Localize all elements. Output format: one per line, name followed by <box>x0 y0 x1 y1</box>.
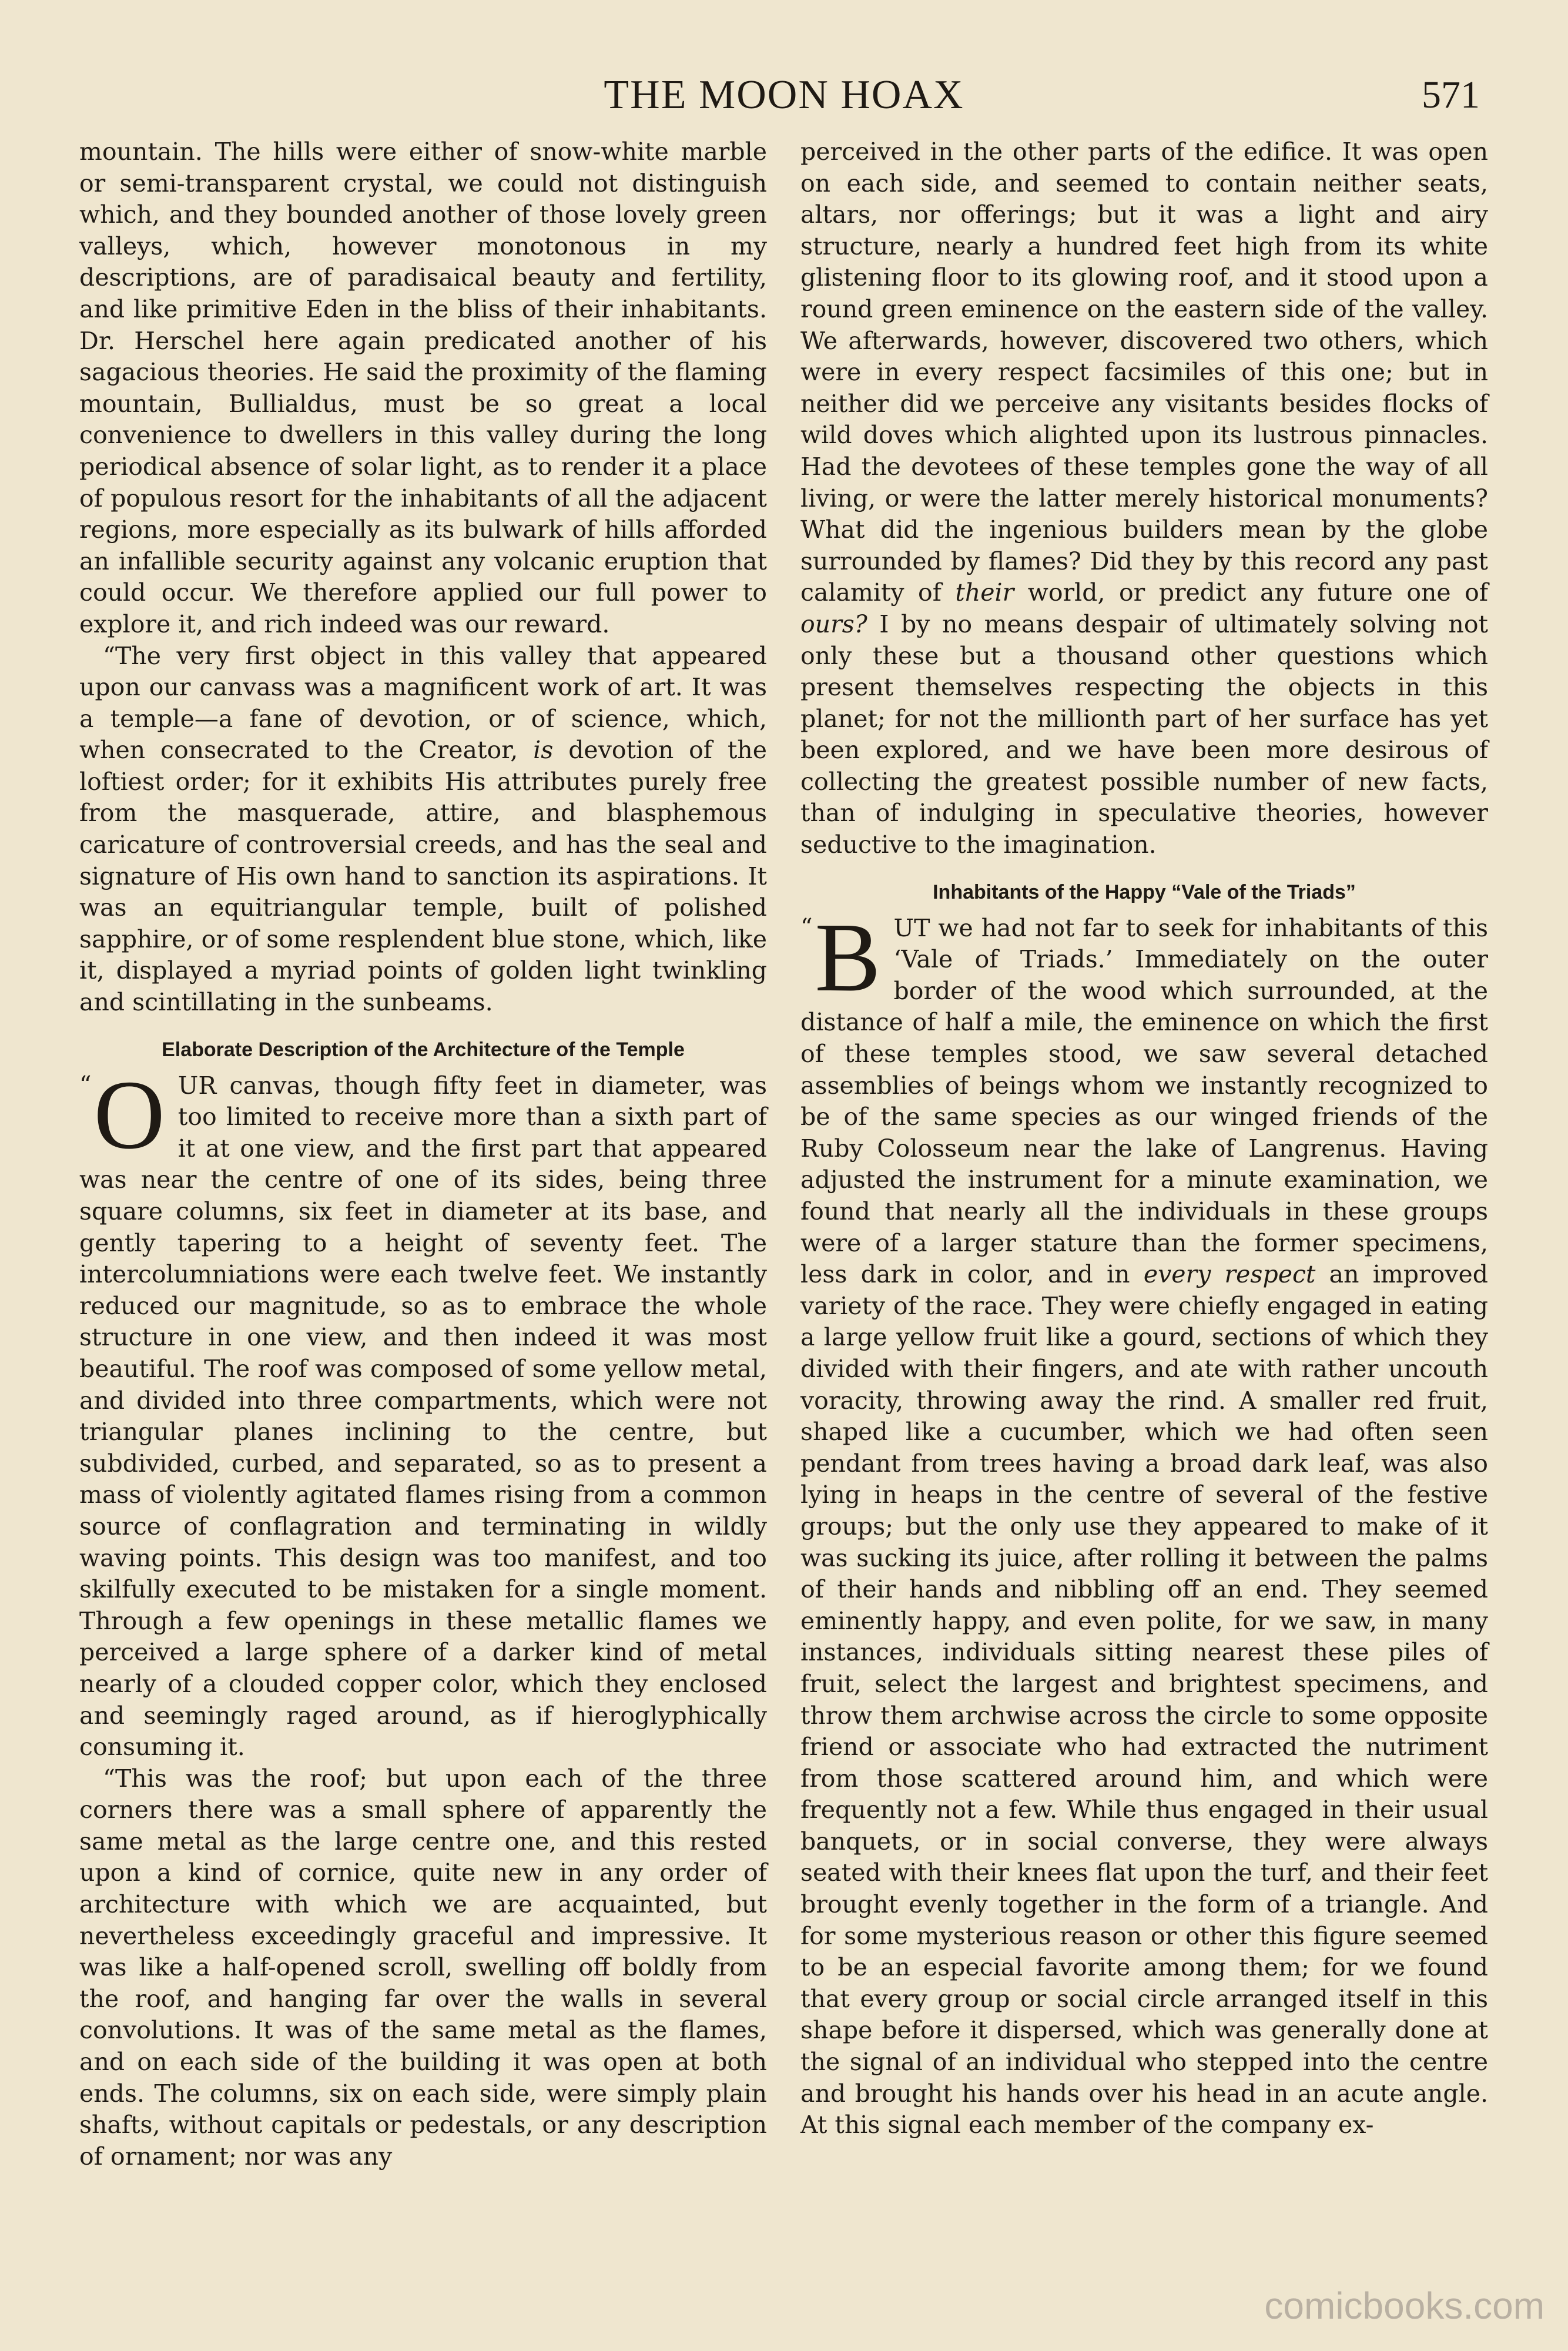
running-title: THE MOON HOAX <box>604 72 964 118</box>
paragraph: “The very first object in this valley that appeared upon our canvass was a magnificent work of art. It was a temple—a fane of devotion, or of science, which, when consecrated to the Creator, is devotion of the loftiest order; for it exhibits His attributes purely free from the masquerade, attire, and blasphemous caricature of controversial creeds, and has the seal and signature of His own hand to sanction its aspirations. It was an equitriangular temple, built of polished sapphire, or of some resplendent blue stone, which, like it, displayed a myriad points of golden light twinkling and scintillating in the sunbeams. <box>79 641 767 1017</box>
page-number: 571 <box>1422 73 1480 116</box>
watermark: comicbooks.com <box>1264 2285 1544 2327</box>
paragraph: “This was the roof; but upon each of the three corners there was a small sphere of apparently the same metal as the large centre one, and this rested upon a kind of cornice, quite new in any order of architecture with which we are acquainted, but nevertheless exceedingly graceful and impressive. It was like a half-opened scroll, swelling off boldly from the roof, and hanging far over the walls in several convolutions. It was of the same metal as the flames, and on each side of the building it was open at both ends. The columns, six on each side, were simply plain shafts, without capitals or pedestals, or any description of ornament; nor was any <box>79 1764 767 2171</box>
section-heading: Elaborate Description of the Architecture of the Temple <box>162 1038 685 1061</box>
drop-cap: O <box>93 1060 165 1170</box>
paragraph: mountain. The hills were either of snow-white marble or semi-transparent crystal, we could not distinguish which, and they bounded another of those lovely green valleys, which, however monotonous in my descriptions, are of paradisaical beauty and fertility, and like primitive Eden in the bliss of their inhabitants. Dr. Herschel here again predicated another of his sagacious theories. He said the proximity of the flaming mountain, Bullialdus, must be so great a local convenience to dwellers in this valley during the long periodical absence of solar light, as to render it a place of populous resort for the inhabitants of all the adjacent regions, more especially as its bulwark of hills afforded an infallible security against any volcanic eruption that could occur. We therefore applied our full power to explore it, and rich indeed was our reward. <box>79 138 767 638</box>
section-heading: Inhabitants of the Happy “Vale of the Triads” <box>933 880 1356 903</box>
paragraph: “ B UT we had not far to seek for inhabitants of this ‘Vale of Triads.’ Immediately on the outer border of the wood which surrounded, at the distance of half a mile, the eminence on which the first of these temples stood, we saw several detached assemblies of beings whom we instantly recognized to be of the same species as our winged friends of the Ruby Colosseum near the lake of Langrenus. Having adjusted the instrument for a minute examination, we found that nearly all the individuals in these groups were of a larger stature than the former specimens, less dark in color, and in every respect an improved variety of the race. They were chiefly engaged in eating a large yellow fruit like a gourd, sections of which they divided with their fingers, and ate with rather uncouth voracity, throwing away the rind. A smaller red fruit, shaped like a cucumber, which we had often seen pendant from trees having a broad dark leaf, was also lying in heaps in the centre of several of the festive groups; but the only use they appeared to make of it was sucking its juice, after rolling it between the palms of their hands and nibbling off an end. They seemed eminently happy, and even polite, for we saw, in many instances, individuals sitting nearest these piles of fruit, select the largest and brightest specimens, and throw them archwise across the circle to some opposite friend or associate who had extracted the nutriment from those scattered around him, and which were frequently not a few. While thus engaged in their usual banquets, or in social converse, they were always seated with their knees flat upon the turf, and their feet brought evenly together in the form of a triangle. And for some mysterious reason or other this figure seemed to be an especial favorite among them; for we found that every group or social circle arranged itself in this shape before it dispersed, which was generally done at the signal of an individual who stepped into the centre and brought his hands over his head in an acute angle. At this signal each member of the company ex- <box>800 902 1488 2139</box>
left-column <box>79 136 767 2172</box>
drop-cap: B <box>815 902 881 1012</box>
opening-quote: “ <box>800 913 813 941</box>
opening-quote: “ <box>79 1071 92 1099</box>
paragraph: perceived in the other parts of the edifice. It was open on each side, and seemed to contain neither seats, altars, nor offerings; but it was a light and airy structure, nearly a hundred feet high from its white glistening floor to its glowing roof, and it stood upon a round green eminence on the eastern side of the valley. We afterwards, however, discovered two others, which were in every respect facsimiles of this one; but in neither did we perceive any visitants besides flocks of wild doves which alighted upon its lustrous pinnacles. Had the devotees of these temples gone the way of all living, or were the latter merely historical monuments? What did the ingenious builders mean by the globe surrounded by flames? Did they by this record any past calamity of their world, or predict any future one of ours? I by no means despair of ultimately solving not only these but a thousand other questions which present themselves respecting the objects in this planet; for not the millionth part of her surface has yet been explored, and we have been more desirous of collecting the greatest possible number of new facts, than of indulging in speculative theories, however seductive to the imagination. <box>800 138 1488 859</box>
right-column <box>800 136 1488 2141</box>
paragraph: “ O UR canvas, though fifty feet in diameter, was too limited to receive more than a sixth part of it at one view, and the first part that appeared was near the centre of one of its sides, being three square columns, six feet in diameter at its base, and gently tapering to a height of seventy feet. The intercolumniations were each twelve feet. We instantly reduced our magnitude, so as to embrace the whole structure in one view, and then indeed it was most beautiful. The roof was composed of some yellow metal, and divided into three compartments, which were not triangular planes inclining to the centre, but subdivided, curbed, and separated, so as to present a mass of violently agitated flames rising from a common source of conflagration and terminating in wildly waving points. This design was too manifest, and too skilfully executed to be mistaken for a single moment. Through a few openings in these metallic flames we perceived a large sphere of a darker kind of metal nearly of a clouded copper color, which they enclosed and seemingly raged around, as if hieroglyphically consuming it. <box>79 1060 767 1761</box>
